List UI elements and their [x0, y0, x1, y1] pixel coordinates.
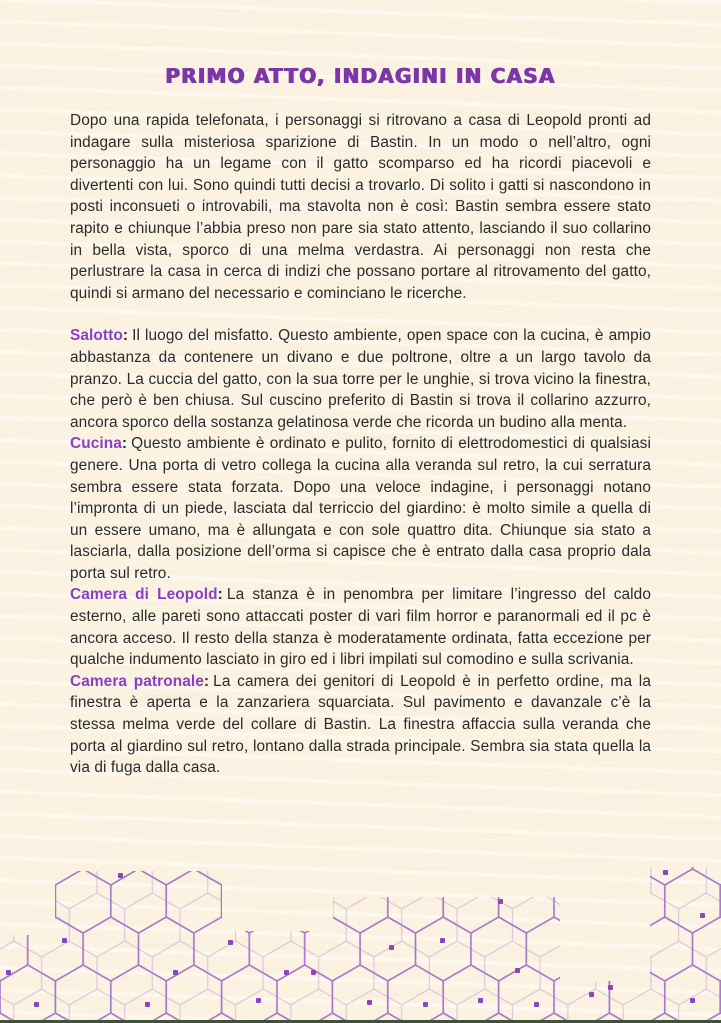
room-label-separator: : [203, 672, 210, 690]
room-descriptions [70, 325, 651, 778]
room-text-camera-di-leopold: La stanza è in penombra per limitare l’ingresso del caldo esterno, alle pareti sono attaccati poster di vari film horror e paranormali ed il pc è ancora acceso. Il resto della stanza è moderatamente ordinata, fatta eccezione per qualche indumento lasciato in giro ed i libri impilati sul comodino e sulla scrivania. [70, 586, 651, 669]
room-section-salotto [70, 325, 651, 433]
room-section-camera-di-leopold [70, 584, 651, 670]
room-text-camera-patronale: La camera dei genitori di Leopold è in perfetto ordine, ma la finestra è aperta e la zanzariera squarciata. Sul pavimento e davanzale c’è la stessa melma verde del collare di Bastin. La finestra affaccia sulla veranda che porta al giardino sul retro, lontano dalla strada principale. Sembra sia stata quella la via di fuga dalla casa. [70, 672, 651, 777]
room-section-camera-patronale [70, 671, 651, 779]
room-label-separator: : [217, 586, 223, 604]
room-label-separator: : [122, 327, 129, 345]
hexagon-pattern-decoration [0, 853, 721, 1023]
room-label-separator: : [121, 435, 128, 453]
room-label-cucina: Cucina [70, 435, 122, 453]
hexagon-grid [0, 853, 721, 1023]
page-title: PRIMO ATTO, INDAGINI IN CASA [165, 64, 556, 88]
room-label-camera-di-leopold: Camera di Leopold [70, 586, 218, 604]
room-label-camera-patronale: Camera patronale [70, 672, 204, 690]
room-text-cucina: Questo ambiente è ordinato e pulito, fornito di elettrodomestici di qualsiasi genere. Una porta di vetro collega la cucina alla veranda sul retro, la cui serratura sembra essere stata forzata. Dopo una veloce indagine, i personaggi notano l’impronta di un piede, lasciata dal terriccio del giardino: è molto simile a quella di un essere umano, ma è allungata e con sole quattro dita. Chiunque sia stato a lasciarla, dalla posizione dell’orma si capisce che è entrato dalla casa proprio dala porta sul retro. [70, 435, 651, 582]
room-section-cucina [70, 433, 651, 584]
intro-paragraph: Dopo una rapida telefonata, i personaggi si ritrovano a casa di Leopold pronti ad indagare sulla misteriosa sparizione di Bastin. In un modo o nell’altro, ogni personaggio ha un legame con il gatto scomparso ed ha ricordi piacevoli e divertenti con lui. Sono quindi tutti decisi a trovarlo. Di solito i gatti si nascondono in posti inconsueti o introvabili, ma stavolta non è così: Bastin sembra essere stato rapito e chiunque l’abbia preso non pare sia stato attento, lasciando il suo collarino in bella vista, sporco di una melma verdastra. Ai personaggi non resta che perlustrare la casa in cerca di indizi che possano portare al ritrovamento del gatto, quindi si armano del necessario e cominciano le ricerche. [70, 112, 651, 302]
room-text-salotto: Il luogo del misfatto. Questo ambiente, open space con la cucina, è ampio abbastanza da contenere un divano e due poltrone, oltre a un largo tavolo da pranzo. La cuccia del gatto, con la sua torre per le unghie, si trova vicino la finestra, che però è ben chiusa. Sul cuscino preferito di Bastin si trova il collarino azzurro, ancora sporco della sostanza gelatinosa verde che ricorda un budino alla menta. [70, 327, 651, 431]
room-label-salotto: Salotto [70, 327, 123, 345]
